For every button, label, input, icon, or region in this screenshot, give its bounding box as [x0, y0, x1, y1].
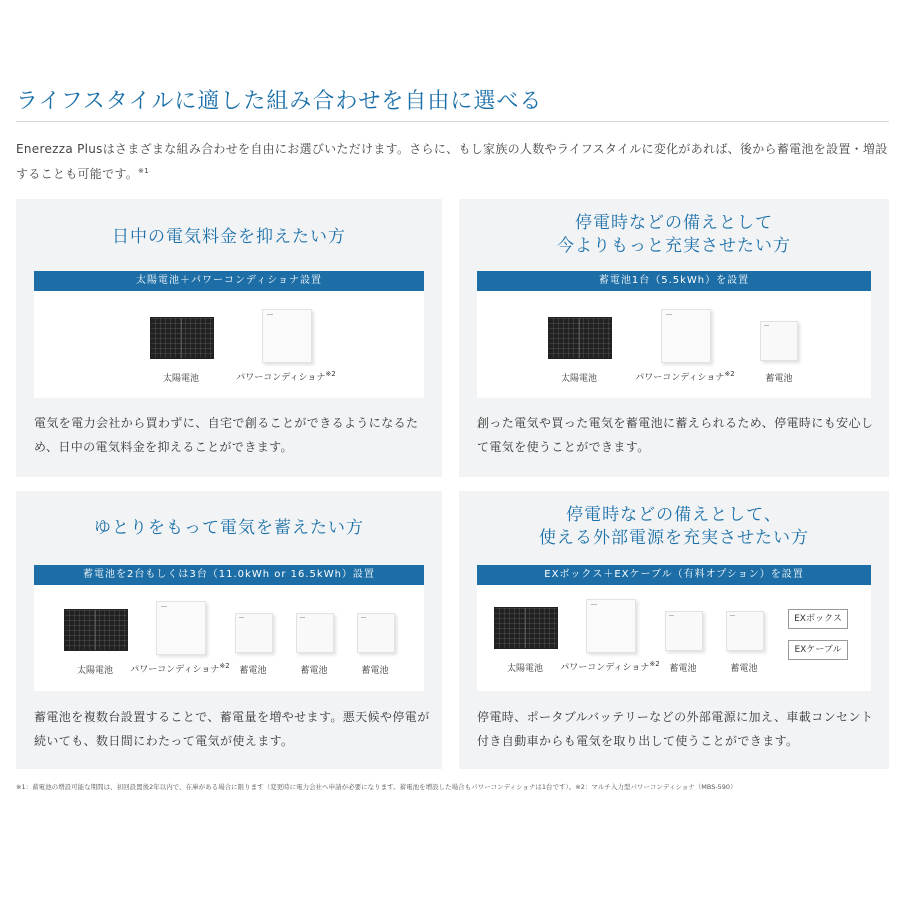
battery-label: 蓄電池 [361, 666, 389, 676]
card-title: 停電時などの備えとして 今よりもっと充実させたい方 [557, 213, 791, 256]
battery-image [357, 613, 395, 653]
solar-panel-image [150, 317, 214, 359]
config-band: EXボックス＋EXケーブル（有料オプション）を設置 [477, 565, 871, 585]
battery-label: 蓄電池 [730, 664, 758, 674]
card-title: ゆとりをもって電気を蓄えたい方 [94, 518, 364, 538]
battery-label: 蓄電池 [765, 374, 793, 384]
power-conditioner-label: パワーコンディショナ$^{※2}$ [236, 370, 336, 383]
page-title: ライフスタイルに適した組み合わせを自由に選べる [16, 89, 543, 114]
solar-panel-image [494, 607, 558, 649]
intro-text: Enerezza Plusはさまざまな組み合わせを自由にお選びいただけます。さらに、もし家族の人数やライフスタイルに変化があれば、後から蓄電池を設置・増設することも可能です。$^{※1}$ [16, 142, 888, 181]
equipment-panel [34, 585, 424, 691]
equipment-panel [477, 585, 871, 691]
battery-image [760, 321, 798, 361]
power-conditioner-image [262, 309, 312, 363]
solar-label: 太陽電池 [76, 666, 114, 676]
solar-label: 太陽電池 [162, 374, 200, 384]
config-band: 太陽電池＋パワーコンディショナ設置 [34, 271, 424, 291]
card-title: 日中の電気料金を抑えたい方 [112, 227, 346, 247]
equipment-panel [34, 291, 424, 398]
battery-image [665, 611, 703, 651]
battery-label: 蓄電池 [300, 666, 328, 676]
card-outage-backup [459, 199, 889, 477]
card-title: 停電時などの備えとして、 使える外部電源を充実させたい方 [539, 505, 809, 548]
battery-label: 蓄電池 [239, 666, 267, 676]
solar-panel-image [64, 609, 128, 651]
footnote: ※1：蓄電池の増設可能な期間は、初回設置後2年以内で、在庫がある場合に限ります（変更時に電力会社へ申請が必要になります。蓄電池を増設した場合もパワーコンディショナは1台です）。※2：マルチ入力型パワーコンディショナ（MBS-590） [16, 783, 737, 791]
card-description: 蓄電池を複数台設置することで、蓄電量を増やせます。悪天候や停電が続いても、数日間にわたって電気が使えます。 [34, 710, 430, 748]
ex-box-tag: EXボックス [788, 609, 848, 629]
config-band: 蓄電池を2台もしくは3台（11.0kWh or 16.5kWh）設置 [34, 565, 424, 585]
card-daytime-savings [16, 199, 442, 477]
power-conditioner-label: パワーコンディショナ$^{※2}$ [560, 660, 660, 673]
equipment-panel [477, 291, 871, 398]
intro-note-mark: ※1 [138, 167, 149, 175]
card-external-power [459, 491, 889, 769]
power-conditioner-image [586, 599, 636, 653]
battery-image [235, 613, 273, 653]
card-description: 創った電気や買った電気を蓄電池に蓄えられるため、停電時にも安心して電気を使うことができます。 [477, 416, 874, 454]
power-conditioner-label: パワーコンディショナ$^{※2}$ [635, 370, 735, 383]
config-band: 蓄電池1台（5.5kWh）を設置 [477, 271, 871, 291]
power-conditioner-image [661, 309, 711, 363]
card-ample-storage [16, 491, 442, 769]
solar-label: 太陽電池 [506, 664, 544, 674]
solar-panel-image [548, 317, 612, 359]
card-description: 停電時、ポータブルバッテリーなどの外部電源に加え、車載コンセント付き自動車からも電気を取り出して使うことができます。 [477, 710, 874, 748]
battery-image [296, 613, 334, 653]
battery-image [726, 611, 764, 651]
solar-label: 太陽電池 [560, 374, 598, 384]
power-conditioner-label: パワーコンディショナ$^{※2}$ [130, 662, 230, 675]
card-description: 電気を電力会社から買わずに、自宅で創ることができるようになるため、日中の電気料金を抑えることができます。 [34, 416, 419, 454]
battery-label: 蓄電池 [669, 664, 697, 674]
ex-cable-tag: EXケーブル [788, 640, 848, 660]
title-divider [16, 121, 889, 122]
power-conditioner-image [156, 601, 206, 655]
